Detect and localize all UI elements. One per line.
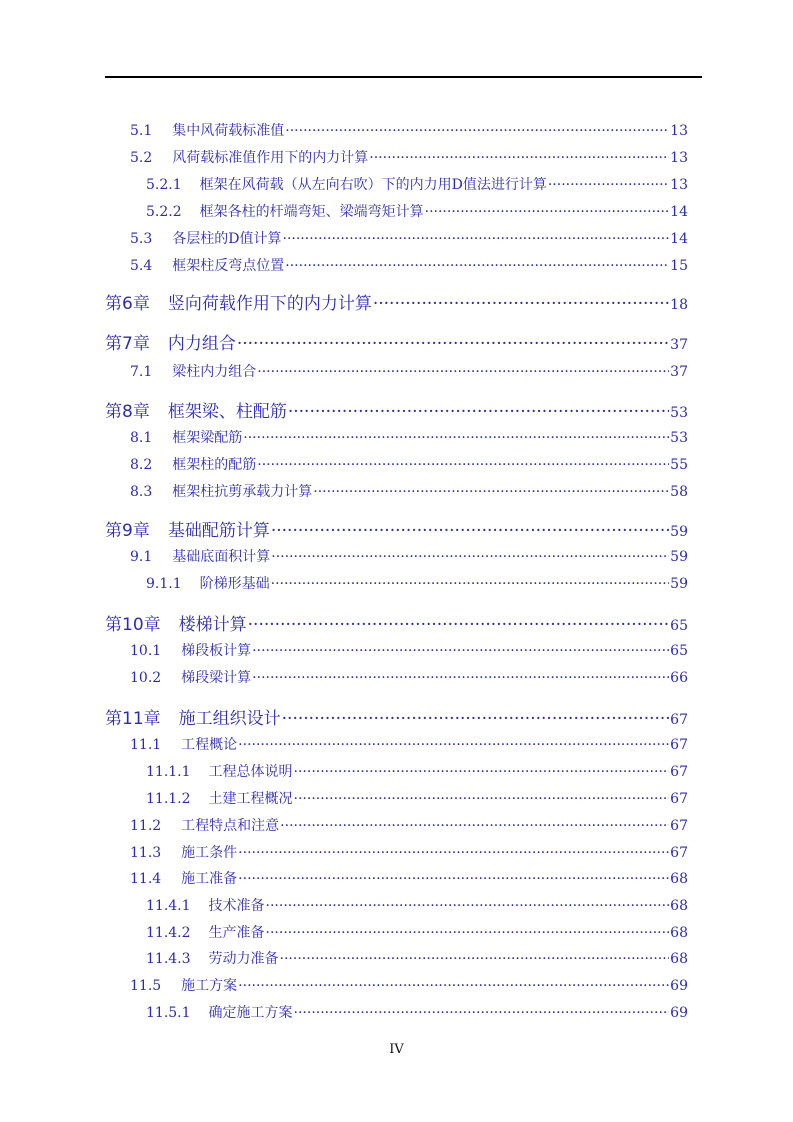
toc-entry-page: 37 [670,337,688,353]
toc-entry-11-4[interactable] [130,868,688,888]
toc-leader-dots [285,123,669,139]
toc-leader-dots [294,791,670,807]
toc-entry-page: 69 [670,1005,688,1021]
toc-leader-dots [238,737,669,753]
toc-entry-11-1-1[interactable] [146,761,688,781]
toc-entry-5-4[interactable] [130,255,688,275]
toc-entry-page: 59 [670,549,688,565]
toc-entry-page: 68 [670,898,688,914]
toc-entry-title: 内力组合 [167,334,236,354]
toc-entry-page: 13 [670,123,688,139]
toc-entry-number: 5.2 [130,150,153,166]
page-number: IV [389,1042,404,1057]
toc-leader-dots [266,925,670,941]
toc-entry-number: 第9章 [105,521,150,541]
toc-entry-number: 第8章 [105,402,150,422]
toc-entry-title: 风荷载标准值作用下的内力计算 [172,150,369,166]
toc-entry-page: 15 [670,258,688,274]
toc-entry-page: 18 [670,297,688,313]
toc-entry-page: 53 [670,405,688,421]
toc-entry-title: 框架柱反弯点位置 [172,258,285,274]
toc-entry-number: 5.2.2 [146,204,182,220]
toc-entry-number: 5.3 [130,231,153,247]
toc-leader-dots [425,204,670,220]
toc-entry-page: 68 [670,925,688,941]
toc-leader-dots [313,484,669,500]
toc-leader-dots [280,951,670,967]
toc-entry-page: 13 [670,177,688,193]
toc-entry-number: 8.2 [130,457,153,473]
toc-entry-title: 各层柱的D值计算 [172,231,282,247]
toc-leader-dots [288,402,669,422]
toc-entry-title: 框架各柱的杆端弯矩、梁端弯矩计算 [199,204,424,220]
toc-entry-page: 55 [670,457,688,473]
toc-entry-5-2-1[interactable] [146,174,688,194]
toc-entry-title: 框架梁配筋 [172,430,243,446]
toc-leader-dots [280,818,669,834]
toc-leader-dots [285,258,669,274]
toc-entry-9-1-1[interactable] [146,573,688,593]
toc-entry-11-4-2[interactable] [146,922,688,942]
toc-entry-number: 11.5 [130,978,162,994]
toc-entry-number: 11.5.1 [146,1005,191,1021]
toc-entry-11-1-2[interactable] [146,788,688,808]
toc-entry-5-3[interactable] [130,228,688,248]
toc-leader-dots [294,764,670,780]
toc-entry-number: 11.4.2 [146,925,191,941]
toc-entry-title: 确定施工方案 [208,1005,293,1021]
toc-leader-dots [282,709,670,729]
toc-entry-10-1[interactable] [130,640,688,660]
toc-entry-title: 工程特点和注意 [181,818,280,834]
toc-leader-dots [271,521,669,541]
toc-entry-title: 基础配筋计算 [167,521,270,541]
toc-entry-8-3[interactable] [130,481,688,501]
toc-leader-dots [238,845,669,861]
toc-leader-dots [369,150,669,166]
toc-entry-title: 技术准备 [208,898,265,914]
toc-entry-number: 第10章 [105,615,161,635]
toc-entry-title: 框架柱抗剪承载力计算 [172,484,313,500]
toc-entry-11-4-1[interactable] [146,895,688,915]
toc-leader-dots [238,871,669,887]
toc-entry-11[interactable] [105,704,688,729]
toc-entry-page: 67 [670,845,688,861]
toc-entry-page: 58 [670,484,688,500]
toc-entry-6[interactable] [105,289,688,314]
toc-entry-page: 53 [670,430,688,446]
toc-entry-8[interactable] [105,397,688,422]
toc-entry-page: 67 [670,764,688,780]
toc-entry-number: 第7章 [105,334,150,354]
toc-entry-title: 框架梁、柱配筋 [167,402,287,422]
toc-entry-title: 基础底面积计算 [172,549,271,565]
toc-entry-title: 劳动力准备 [208,951,279,967]
toc-entry-page: 59 [670,524,688,540]
toc-entry-number: 11.2 [130,818,162,834]
toc-entry-number: 第11章 [105,709,161,729]
toc-entry-page: 66 [670,670,688,686]
toc-entry-number: 10.2 [130,670,162,686]
toc-entry-title: 框架在风荷载（从左向右吹）下的内力用D值法进行计算 [199,177,547,193]
toc-entry-11-1[interactable] [130,734,688,754]
toc-entry-9-1[interactable] [130,546,688,566]
toc-entry-title: 楼梯计算 [178,615,247,635]
toc-leader-dots [257,457,669,473]
toc-entry-number: 9.1.1 [146,576,182,592]
toc-entry-title: 框架柱的配筋 [172,457,257,473]
toc-entry-number: 11.1.2 [146,791,191,807]
toc-leader-dots [266,898,670,914]
toc-entry-5-2[interactable] [130,147,688,167]
toc-entry-number: 5.4 [130,258,153,274]
toc-entry-number: 第6章 [105,294,150,314]
toc-entry-number: 10.1 [130,643,162,659]
toc-leader-dots [294,1005,670,1021]
toc-entry-number: 11.3 [130,845,162,861]
toc-entry-number: 5.1 [130,123,153,139]
toc-entry-title: 施工方案 [181,978,238,994]
toc-entry-number: 11.1.1 [146,764,191,780]
toc-entry-page: 67 [670,712,688,728]
toc-entry-title: 施工准备 [181,871,238,887]
toc-entry-title: 梁柱内力组合 [172,364,257,380]
toc-entry-number: 9.1 [130,549,153,565]
toc-entry-number: 5.2.1 [146,177,182,193]
toc-leader-dots [243,430,669,446]
toc-entry-10-2[interactable] [130,667,688,687]
toc-entry-11-4-3[interactable] [146,948,688,968]
header-rule [105,76,702,78]
toc-entry-7[interactable] [105,329,688,354]
toc-entry-5-1[interactable] [130,120,688,140]
toc-entry-11-3[interactable] [130,842,688,862]
toc-entry-title: 阶梯形基础 [199,576,270,592]
toc-entry-5-2-2[interactable] [146,201,688,221]
toc-entry-page: 65 [670,618,688,634]
toc-entry-11-5-1[interactable] [146,1002,688,1022]
toc-entry-title: 集中风荷载标准值 [172,123,285,139]
toc-entry-page: 69 [670,978,688,994]
toc-entry-8-2[interactable] [130,454,688,474]
toc-entry-page: 67 [670,818,688,834]
toc-entry-title: 梯段板计算 [181,643,252,659]
toc-entry-10[interactable] [105,610,688,635]
toc-entry-page: 68 [670,871,688,887]
toc-entry-title: 工程概论 [181,737,238,753]
toc-leader-dots [252,670,669,686]
toc-entry-title: 生产准备 [208,925,265,941]
toc-entry-number: 11.4 [130,871,162,887]
toc-entry-9[interactable] [105,516,688,541]
toc-entry-page: 65 [670,643,688,659]
toc-entry-title: 土建工程概况 [208,791,293,807]
toc-entry-number: 8.1 [130,430,153,446]
toc-entry-page: 68 [670,951,688,967]
toc-entry-title: 施工组织设计 [178,709,281,729]
toc-entry-title: 工程总体说明 [208,764,293,780]
toc-leader-dots [257,364,669,380]
toc-leader-dots [237,334,669,354]
toc-entry-title: 施工条件 [181,845,238,861]
toc-entry-page: 59 [670,576,688,592]
toc-entry-title: 竖向荷载作用下的内力计算 [167,294,372,314]
toc-entry-number: 8.3 [130,484,153,500]
toc-leader-dots [238,978,669,994]
toc-leader-dots [373,294,669,314]
toc-entry-number: 11.4.1 [146,898,191,914]
toc-leader-dots [252,643,669,659]
toc-entry-page: 67 [670,737,688,753]
toc-entry-title: 梯段梁计算 [181,670,252,686]
toc-entry-page: 37 [670,364,688,380]
toc-entry-page: 67 [670,791,688,807]
toc-leader-dots [248,615,670,635]
toc-entry-number: 11.1 [130,737,162,753]
toc-entry-page: 13 [670,150,688,166]
toc-leader-dots [271,576,670,592]
toc-entry-11-5[interactable] [130,975,688,995]
toc-entry-page: 14 [670,231,688,247]
toc-entry-8-1[interactable] [130,427,688,447]
toc-entry-number: 11.4.3 [146,951,191,967]
toc-entry-number: 7.1 [130,364,153,380]
toc-leader-dots [283,231,670,247]
toc-leader-dots [548,177,669,193]
toc-leader-dots [271,549,669,565]
toc-entry-11-2[interactable] [130,815,688,835]
toc-entry-page: 14 [670,204,688,220]
toc-entry-7-1[interactable] [130,361,688,381]
